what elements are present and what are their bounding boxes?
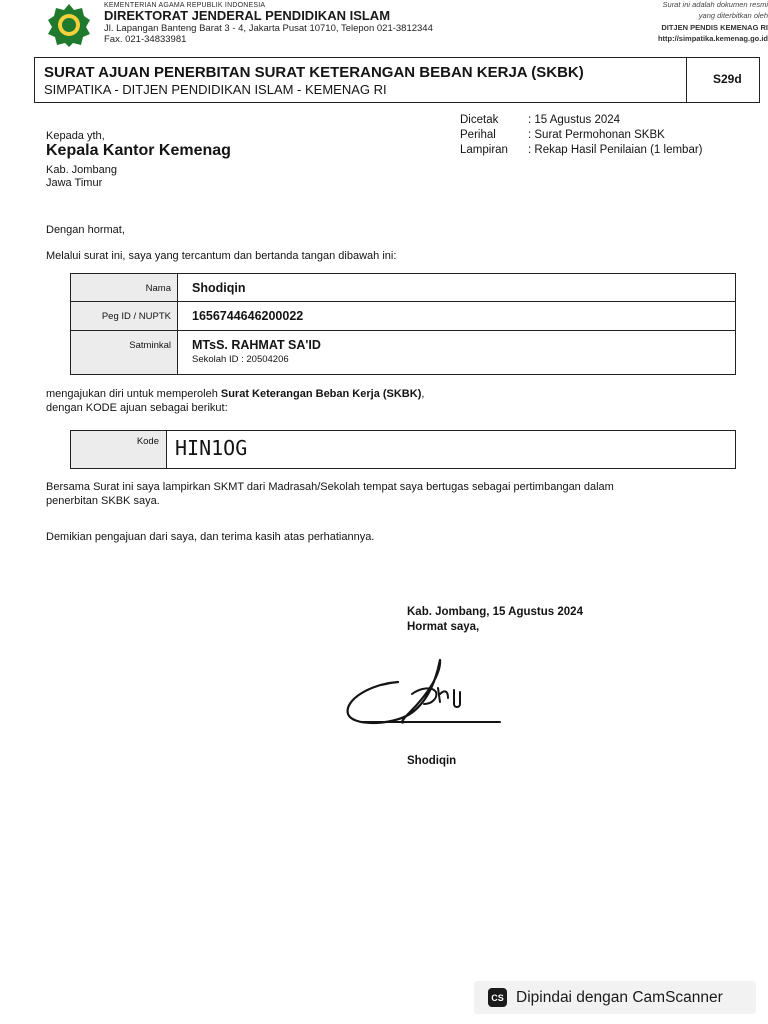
handwritten-signature	[340, 652, 510, 732]
official-note-issuer: DITJEN PENDIS KEMENAG RI	[661, 23, 768, 32]
purpose-line-2: dengan KODE ajuan sebagai berikut:	[46, 402, 228, 414]
kode-value: HIN1OG	[175, 436, 248, 460]
official-note-line: Surat ini adalah dokumen resmi	[662, 0, 768, 9]
dicetak-value: : 15 Agustus 2024	[528, 114, 621, 126]
lampiran-label: Lampiran	[460, 144, 508, 156]
document-subtitle: SIMPATIKA - DITJEN PENDIDIKAN ISLAM - KEMENAG RI	[44, 82, 387, 97]
address-line: Jl. Lapangan Banteng Barat 3 - 4, Jakarta Pusat 10710, Telepon 021-3812344	[104, 23, 433, 34]
ministry-name: KEMENTERIAN AGAMA REPUBLIK INDONESIA	[104, 2, 266, 9]
perihal-value: : Surat Permohonan SKBK	[528, 129, 665, 141]
camscanner-label: Dipindai dengan CamScanner	[516, 988, 723, 1006]
purpose-line	[46, 388, 424, 400]
purpose-comma: ,	[421, 388, 425, 400]
lampiran-value: : Rekap Hasil Penilaian (1 lembar)	[528, 144, 703, 156]
satminkal-value: MTsS. RAHMAT SA'ID	[192, 338, 321, 352]
table-row	[71, 302, 736, 331]
identity-table	[70, 273, 736, 375]
greeting-text: Dengan hormat,	[46, 224, 125, 236]
nama-label: Nama	[71, 274, 178, 302]
official-note-url: http://simpatika.kemenag.go.id	[657, 34, 768, 43]
kode-box	[70, 430, 736, 469]
attachment-text-line1: Bersama Surat ini saya lampirkan SKMT dari Madrasah/Sekolah tempat saya bertugas sebagai pertimbangan dalam	[46, 481, 614, 493]
document-code: S29d	[713, 72, 742, 86]
nama-value: Shodiqin	[178, 274, 736, 302]
title-divider	[686, 58, 687, 102]
dicetak-label: Dicetak	[460, 114, 499, 126]
camscanner-watermark	[474, 981, 756, 1014]
purpose-text: mengajukan diri untuk memperoleh	[46, 388, 221, 400]
perihal-label: Perihal	[460, 129, 496, 141]
kode-label: Kode	[71, 431, 167, 468]
purpose-skbk: Surat Keterangan Beban Kerja (SKBK)	[220, 388, 422, 400]
document-title: SURAT AJUAN PENERBITAN SURAT KETERANGAN BEBAN KERJA (SKBK)	[44, 64, 584, 81]
directorate-name: DIREKTORAT JENDERAL PENDIDIKAN ISLAM	[104, 8, 391, 23]
closing-text: Demikian pengajuan dari saya, dan terima kasih atas perhatiannya.	[46, 531, 375, 543]
recipient-salutation: Kepada yth,	[46, 130, 105, 142]
peg-id-label: Peg ID / NUPTK	[71, 302, 178, 331]
satminkal-cell	[178, 331, 736, 375]
intro-text: Melalui surat ini, saya yang tercantum dan bertanda tangan dibawah ini:	[46, 250, 397, 262]
sekolah-id: Sekolah ID : 20504206	[192, 354, 289, 365]
signatory-name: Shodiqin	[407, 755, 457, 767]
recipient-province: Jawa Timur	[46, 177, 103, 189]
letter-meta	[460, 113, 703, 158]
camscanner-icon: CS	[488, 988, 507, 1007]
fax-line: Fax. 021-34833981	[104, 34, 187, 45]
peg-id-value: 1656744646200022	[178, 302, 736, 331]
table-row	[71, 274, 736, 302]
recipient-name: Kepala Kantor Kemenag	[46, 142, 231, 159]
official-note-line: yang diterbitkan oleh	[698, 11, 768, 20]
document-title-box	[34, 57, 760, 103]
satminkal-label: Satminkal	[71, 331, 178, 375]
attachment-text-line2: penerbitan SKBK saya.	[46, 495, 160, 507]
table-row	[71, 331, 736, 375]
letterhead-address	[104, 23, 433, 45]
signature-place-date: Kab. Jombang, 15 Agustus 2024	[407, 606, 583, 618]
signature-greeting: Hormat saya,	[407, 621, 480, 633]
kemenag-logo-icon	[47, 3, 91, 47]
recipient-city: Kab. Jombang	[46, 164, 117, 176]
